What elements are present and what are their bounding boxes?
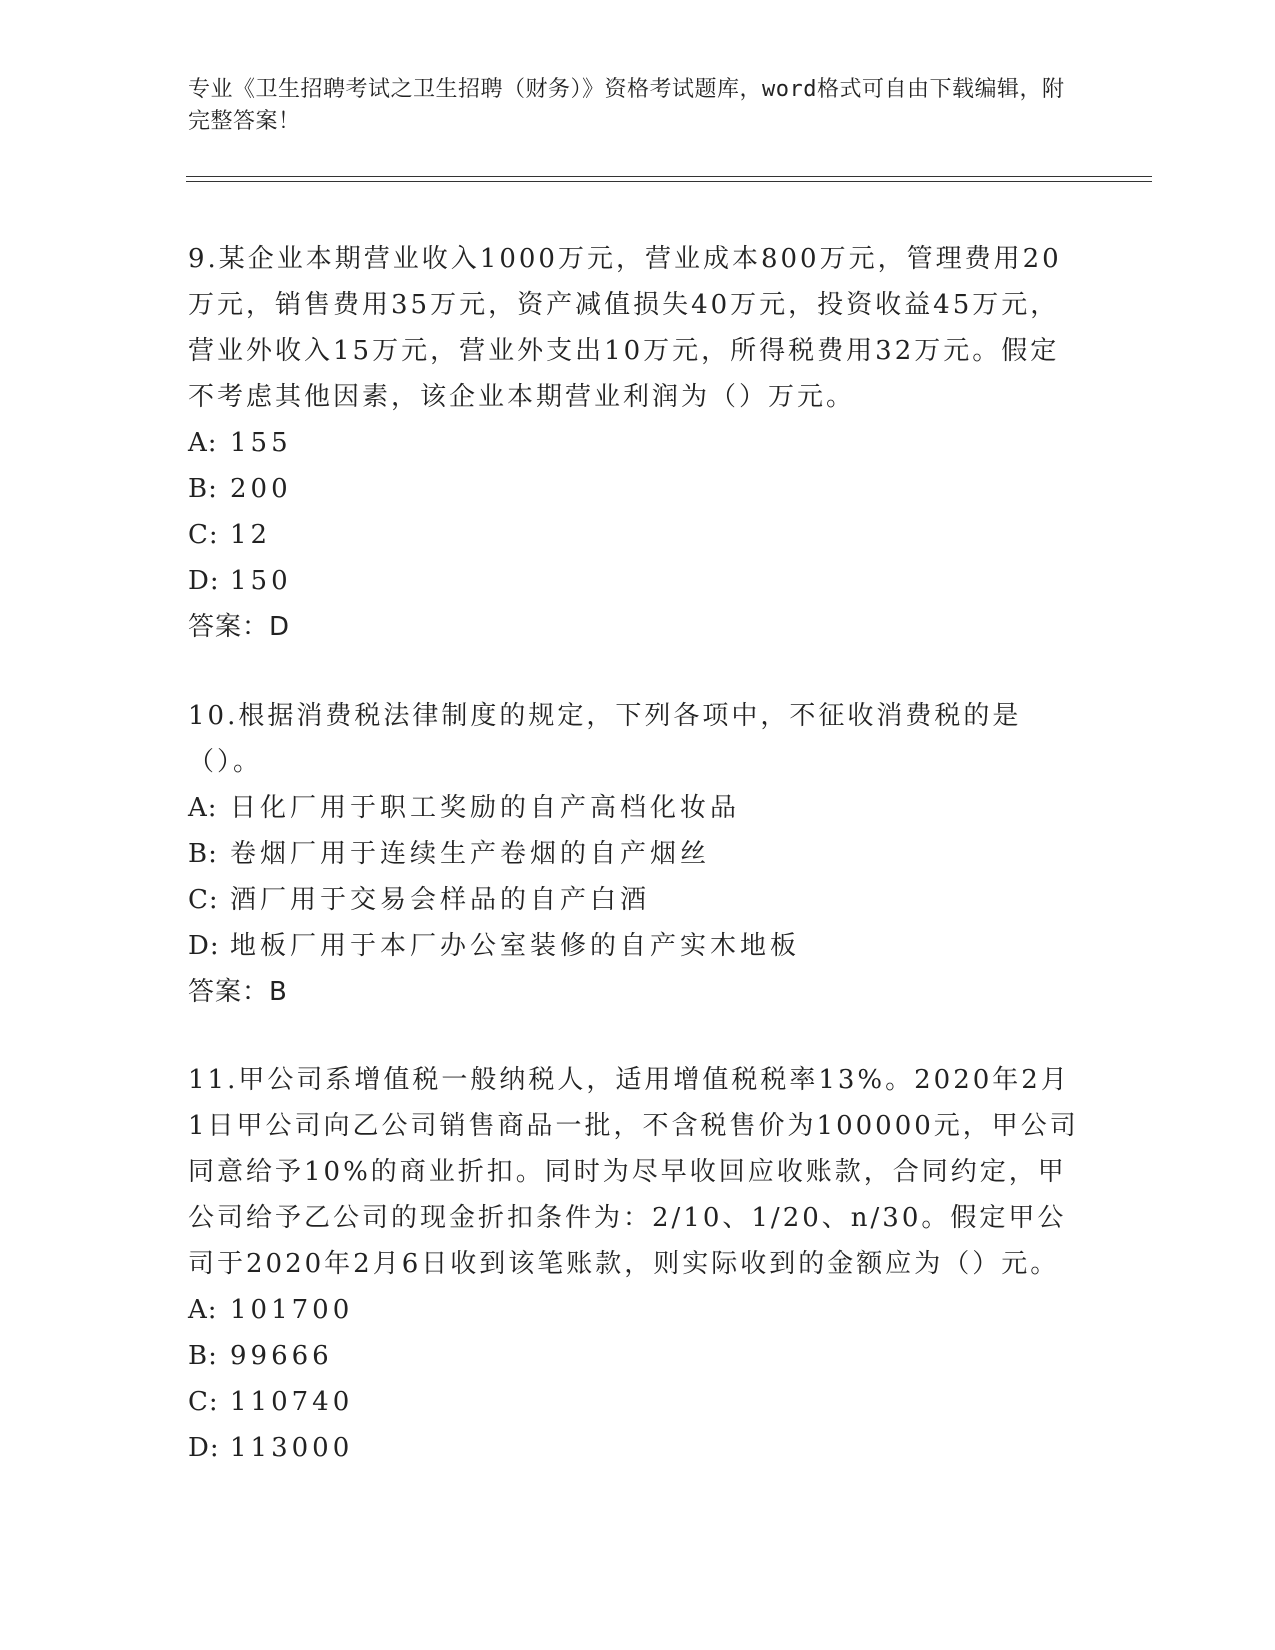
option-text: 200 bbox=[230, 474, 292, 504]
option-text: 150 bbox=[230, 566, 292, 596]
option-label: D: bbox=[188, 566, 220, 596]
question-10 bbox=[188, 693, 1088, 1015]
question-stem: 9.某企业本期营业收入1000万元，营业成本800万元，管理费用20万元，销售费用35万元，资产减值损失40万元，投资收益45万元，营业外收入15万元，营业外支出10万元，所得税费用32万元。假定不考虑其他因素，该企业本期营业利润为（）万元。 bbox=[188, 244, 1062, 412]
question-9 bbox=[188, 236, 1088, 650]
option-label: C: bbox=[188, 520, 219, 550]
option-c bbox=[188, 512, 1088, 558]
option-text: 99666 bbox=[230, 1341, 333, 1371]
option-text: 101700 bbox=[230, 1295, 354, 1325]
option-label: D: bbox=[188, 931, 220, 961]
option-c bbox=[188, 877, 1088, 923]
option-a bbox=[188, 785, 1088, 831]
option-c bbox=[188, 1379, 1088, 1425]
option-a bbox=[188, 420, 1088, 466]
answer-line: 答案：B bbox=[188, 977, 288, 1007]
option-text: 110740 bbox=[230, 1387, 354, 1417]
option-a bbox=[188, 1287, 1088, 1333]
option-label: B: bbox=[188, 839, 218, 869]
option-label: C: bbox=[188, 885, 219, 915]
question-stem: 10.根据消费税法律制度的规定，下列各项中，不征收消费税的是（）。 bbox=[188, 701, 1022, 777]
option-d bbox=[188, 558, 1088, 604]
option-label: A: bbox=[188, 1295, 218, 1325]
option-d bbox=[188, 1425, 1088, 1471]
option-label: A: bbox=[188, 428, 218, 458]
header-divider-top bbox=[186, 176, 1152, 177]
option-text: 12 bbox=[230, 520, 272, 550]
option-b bbox=[188, 831, 1088, 877]
option-label: D: bbox=[188, 1433, 220, 1463]
option-label: C: bbox=[188, 1387, 219, 1417]
option-label: A: bbox=[188, 793, 218, 823]
question-11 bbox=[188, 1057, 1088, 1471]
option-label: B: bbox=[188, 1341, 218, 1371]
question-stem: 11.甲公司系增值税一般纳税人，适用增值税税率13%。2020年2月1日甲公司向乙公司销售商品一批，不含税售价为100000元，甲公司同意给予10%的商业折扣。同时为尽早收回应收账款，合同约定，甲公司给予乙公司的现金折扣条件为：2/10、1/20、n/30。假定甲公司于2020年2月6日收到该笔账款，则实际收到的金额应为（）元。 bbox=[188, 1065, 1079, 1279]
option-text: 日化厂用于职工奖励的自产高档化妆品 bbox=[230, 793, 741, 823]
option-label: B: bbox=[188, 474, 218, 504]
option-text: 113000 bbox=[230, 1433, 354, 1463]
option-text: 卷烟厂用于连续生产卷烟的自产烟丝 bbox=[230, 839, 711, 869]
option-d bbox=[188, 923, 1088, 969]
option-text: 地板厂用于本厂办公室装修的自产实木地板 bbox=[230, 931, 801, 961]
header-divider-bottom bbox=[186, 181, 1152, 182]
option-text: 155 bbox=[230, 428, 292, 458]
option-b bbox=[188, 466, 1088, 512]
answer-line: 答案：D bbox=[188, 612, 291, 642]
option-b bbox=[188, 1333, 1088, 1379]
option-text: 酒厂用于交易会样品的自产白酒 bbox=[230, 885, 651, 915]
document-header: 专业《卫生招聘考试之卫生招聘（财务）》资格考试题库，word格式可自由下载编辑，附完整答案！ bbox=[188, 77, 1065, 134]
